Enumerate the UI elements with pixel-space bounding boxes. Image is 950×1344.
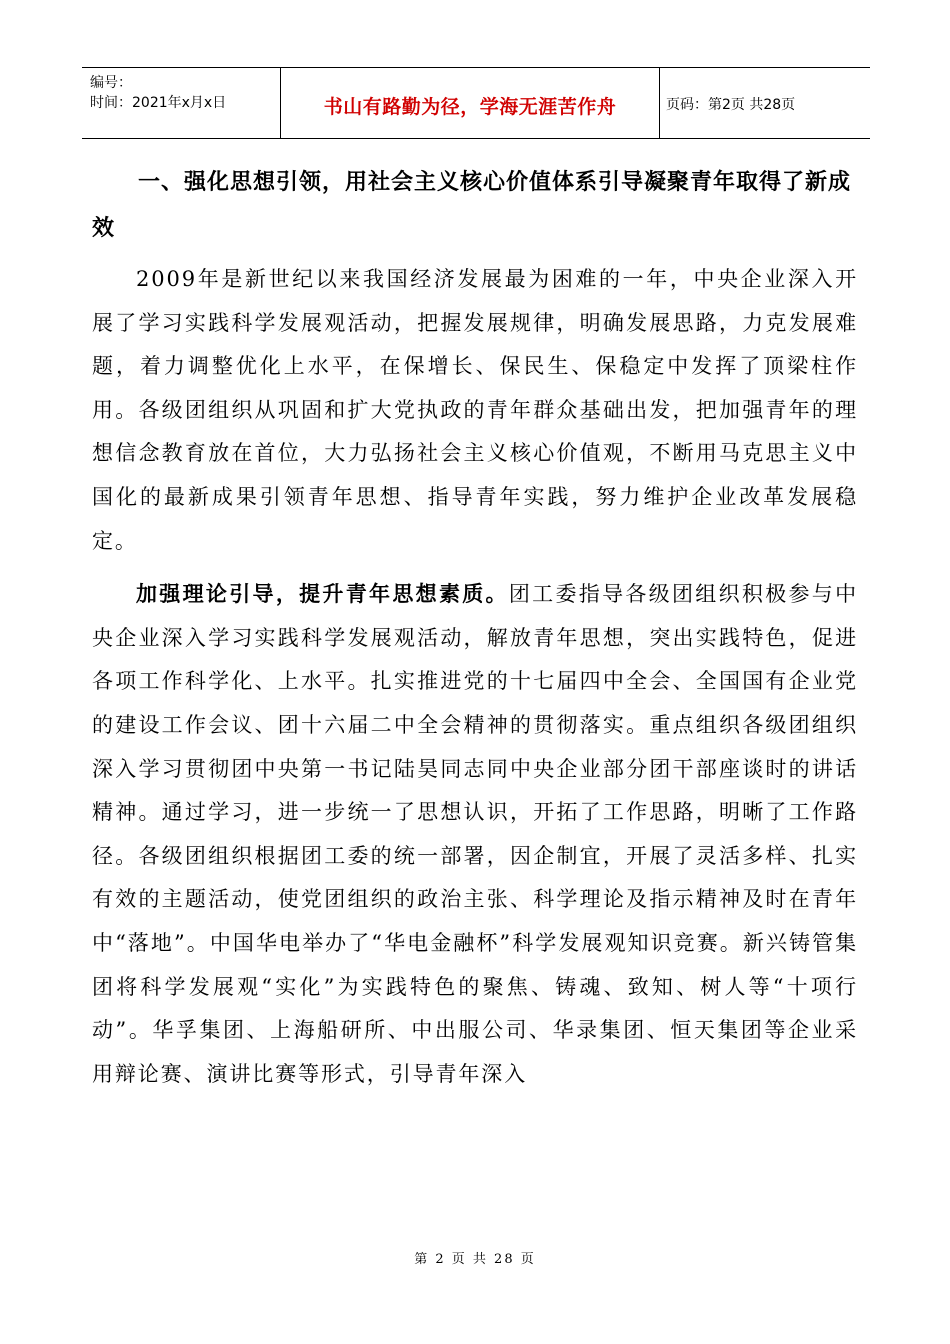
section-heading: 一、强化思想引领，用社会主义核心价值体系引导凝聚青年取得了新成效 <box>92 170 852 241</box>
number-label: 编号： <box>90 75 132 91</box>
header-motto-cell <box>281 68 660 138</box>
time-label: 时间：2021年x月x日 <box>90 95 227 111</box>
header-page-cell <box>660 68 870 138</box>
paragraph-1 <box>92 258 858 563</box>
document-body <box>92 160 858 1096</box>
page-number-label: 页码：第2页 共28页 <box>666 97 796 113</box>
paragraph-2 <box>92 573 858 1096</box>
paragraph-2-text: 团工委指导各级团组织积极参与中央企业深入学习实践科学发展观活动，解放青年思想，突出实践特色，促进各项工作科学化、上水平。扎实推进党的十七届四中全会、全国国有企业党的建设工作会议、团十六届二中全会精神的贯彻落实。重点组织各级团组织深入学习贯彻团中央第一书记陆昊同志同中央企业部分团干部座谈时的讲话精神。通过学习，进一步统一了思想认识，开拓了工作思路，明晰了工作路径。各级团组织根据团工委的统一部署，因企制宜，开展了灵活多样、扎实有效的主题活动，使党团组织的政治主张、科学理论及指示精神及时在青年中“落地”。中国华电举办了“华电金融杯”科学发展观知识竞赛。新兴铸管集团将科学发展观“实化”为实践特色的聚焦、铸魂、致知、树人等“十项行动”。华孚集团、上海船研所、中出服公司、华录集团、恒天集团等企业采用辩论赛、演讲比赛等形式，引导青年深入 <box>92 582 859 1086</box>
document-header <box>82 67 870 139</box>
header-meta-cell <box>82 68 281 138</box>
paragraph-2-lead: 加强理论引导，提升青年思想素质。 <box>136 582 509 607</box>
motto-text: 书山有路勤为径，学海无涯苦作舟 <box>323 96 617 118</box>
paragraph-1-text: 2009年是新世纪以来我国经济发展最为困难的一年，中央企业深入开展了学习实践科学发展观活动，把握发展规律，明确发展思路，力克发展难题，着力调整优化上水平，在保增长、保民生、保稳定中发挥了顶梁柱作用。各级团组织从巩固和扩大党执政的青年群众基础出发，把加强青年的理想信念教育放在首位，大力弘扬社会主义核心价值观，不断用马克思主义中国化的最新成果引领青年思想、指导青年实践，努力维护企业改革发展稳定。 <box>92 267 858 553</box>
page-footer: 第 2 页 共 28 页 <box>414 1252 536 1267</box>
